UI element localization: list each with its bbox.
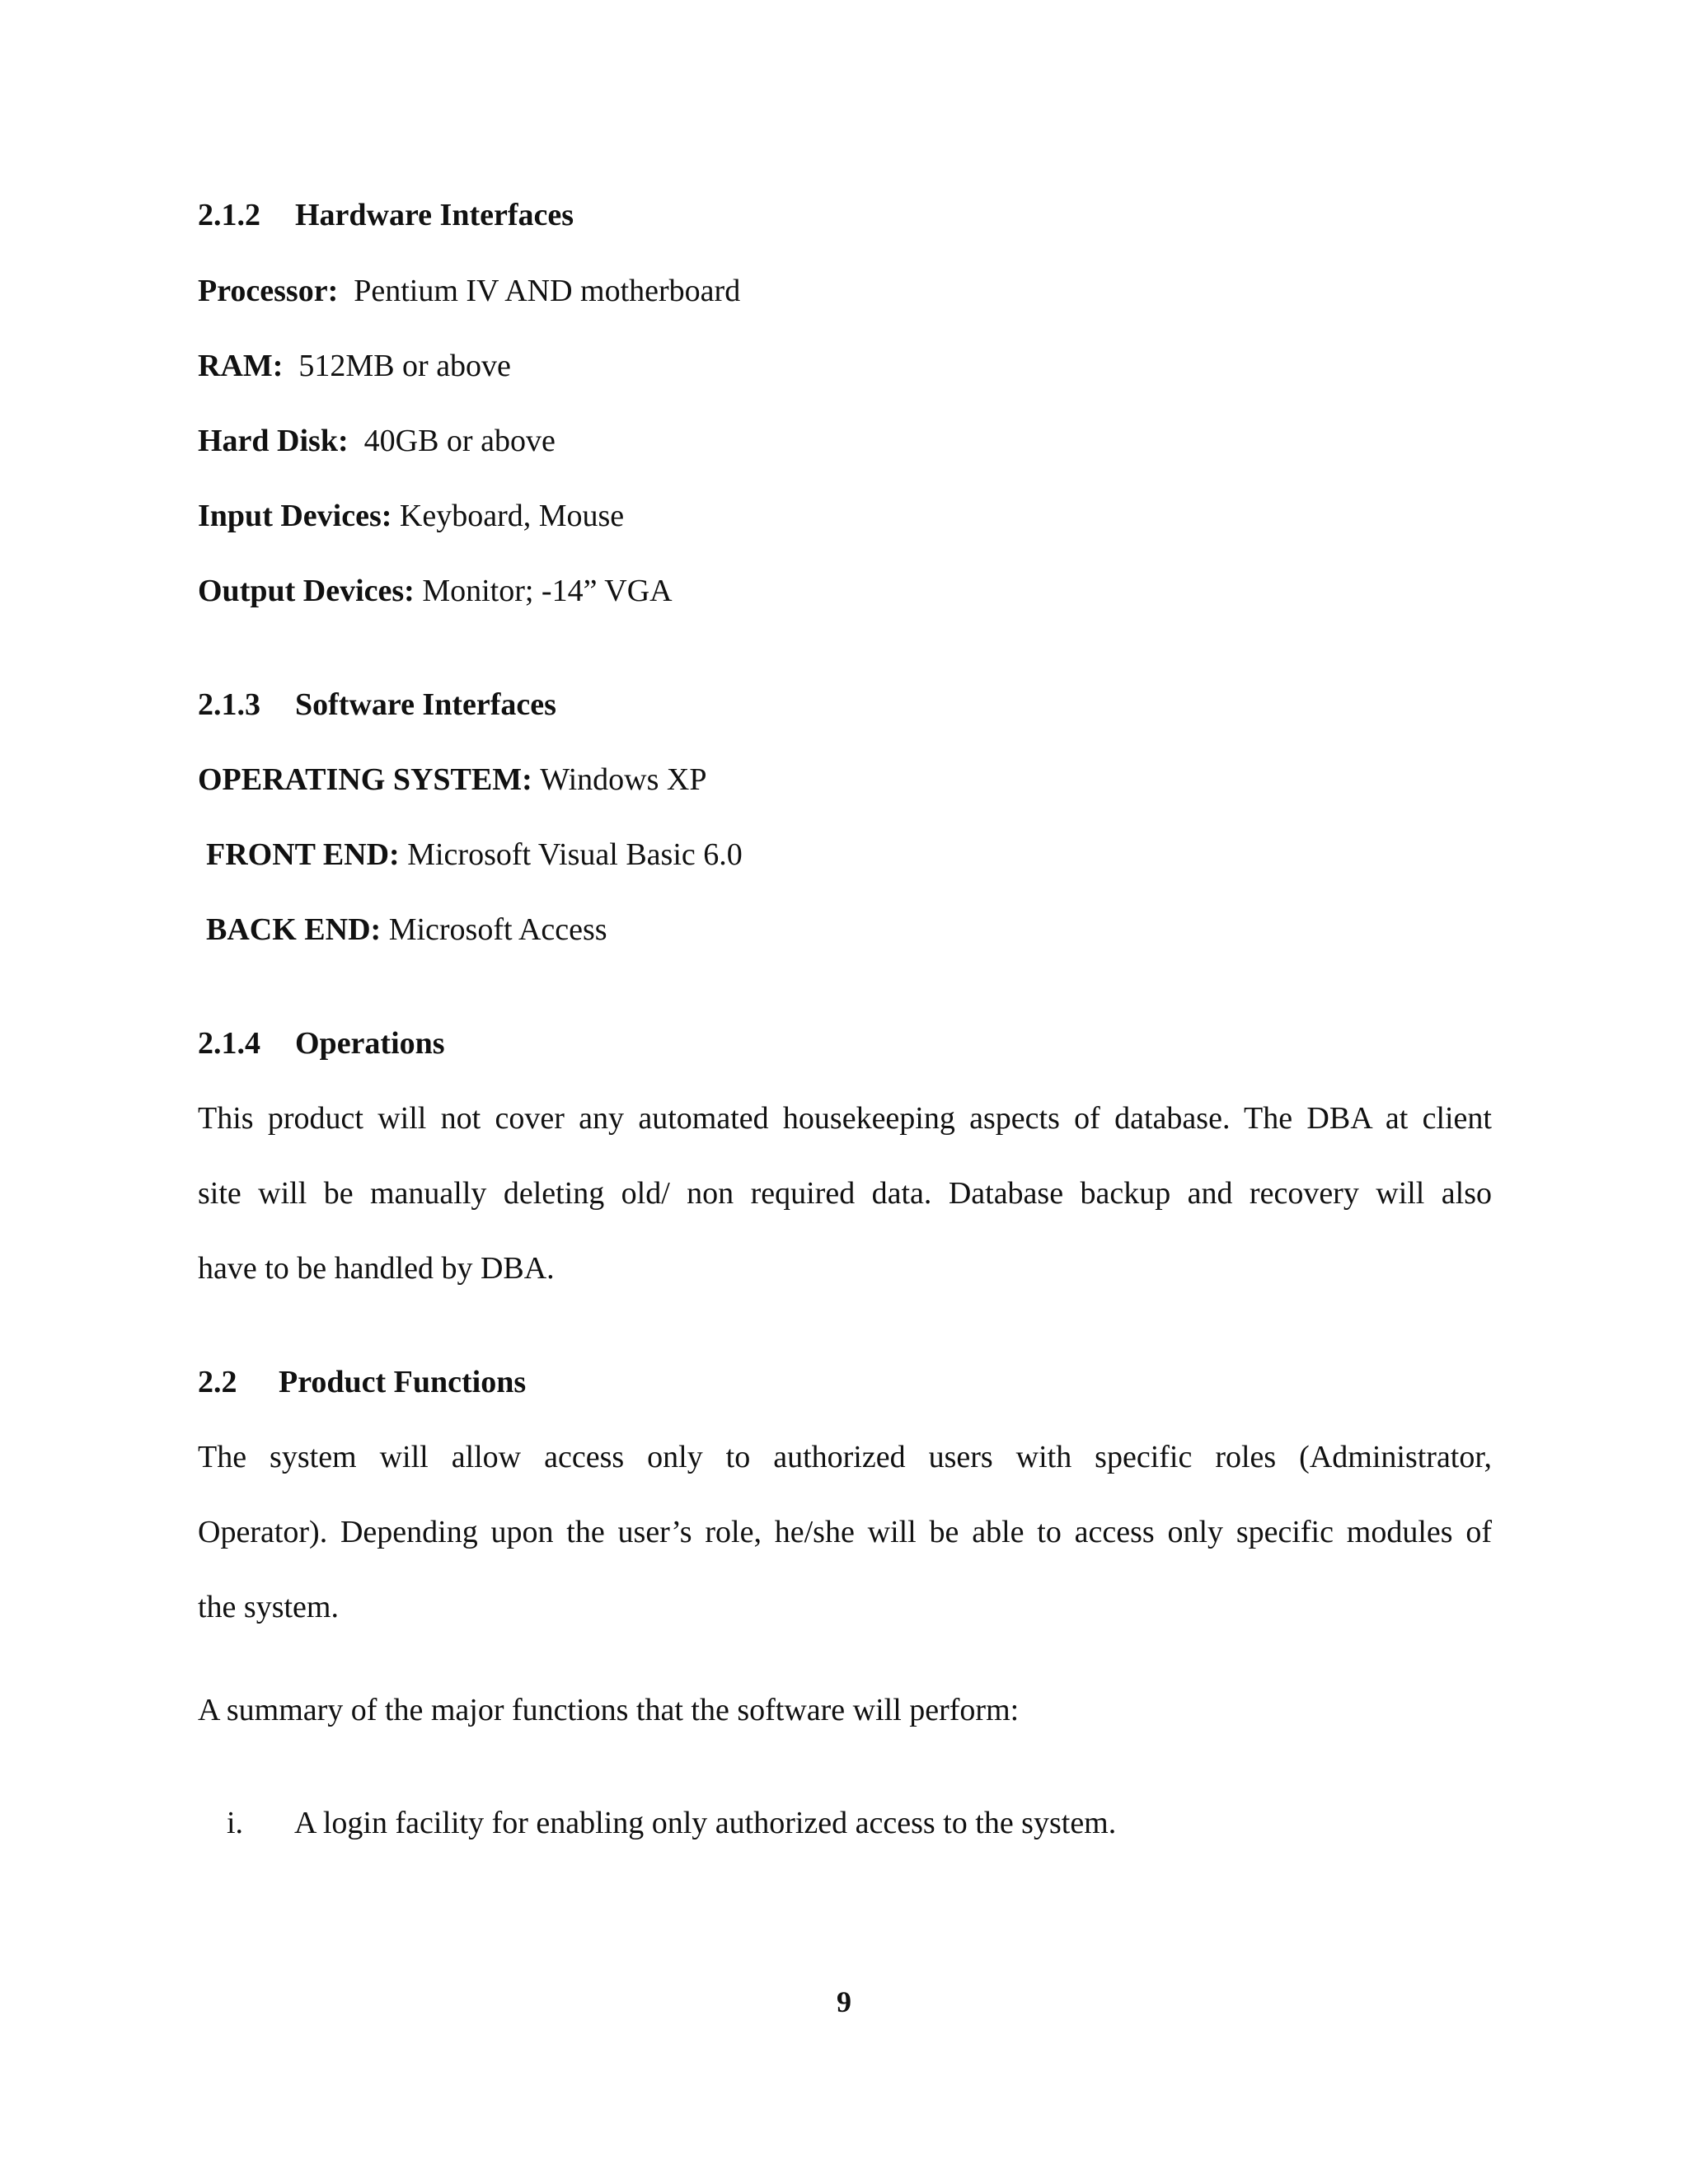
item-value: Monitor; -14” VGA xyxy=(422,574,673,608)
product-functions-paragraph-line: Operator). Depending upon the user’s role, he/she will be able to access only specific modules of xyxy=(198,1515,1492,1549)
item-key: Processor: xyxy=(198,274,339,308)
hardware-item-hard-disk xyxy=(198,422,556,460)
section-heading-software xyxy=(198,686,556,724)
product-functions-paragraph-line: The system will allow access only to authorized users with specific roles (Administrator, xyxy=(198,1440,1492,1474)
section-heading-hardware xyxy=(198,196,574,234)
item-value: Windows XP xyxy=(540,762,707,797)
hardware-item-input-devices xyxy=(198,497,624,535)
operations-paragraph-line: have to be handled by DBA. xyxy=(198,1251,555,1286)
software-item-back-end xyxy=(206,911,607,949)
page-number: 9 xyxy=(837,1985,851,2018)
item-value: Microsoft Visual Basic 6.0 xyxy=(407,837,743,872)
item-key: Input Devices: xyxy=(198,499,392,533)
item-key: OPERATING SYSTEM: xyxy=(198,762,532,797)
list-marker: i. xyxy=(227,1806,244,1840)
item-value: Pentium IV AND motherboard xyxy=(354,274,741,308)
section-number: 2.1.3 xyxy=(198,687,260,722)
hardware-item-processor xyxy=(198,272,740,310)
item-key: Hard Disk: xyxy=(198,424,349,458)
hardware-item-output-devices xyxy=(198,572,673,610)
item-key: FRONT END: xyxy=(206,837,400,872)
software-item-operating-system xyxy=(198,761,706,799)
item-value: 512MB or above xyxy=(298,349,511,383)
item-value: Microsoft Access xyxy=(388,912,607,947)
list-item xyxy=(227,1804,1116,1842)
software-item-front-end xyxy=(206,836,743,874)
section-title: Hardware Interfaces xyxy=(295,198,574,232)
section-number: 2.2 xyxy=(198,1365,237,1399)
section-title: Operations xyxy=(295,1026,445,1061)
item-value: 40GB or above xyxy=(363,424,556,458)
section-title: Product Functions xyxy=(279,1365,527,1399)
item-key: BACK END: xyxy=(206,912,382,947)
section-title: Software Interfaces xyxy=(295,687,556,722)
operations-paragraph-line: This product will not cover any automated housekeeping aspects of database. The DBA at client xyxy=(198,1101,1492,1136)
list-item-text: A login facility for enabling only authorized access to the system. xyxy=(294,1806,1117,1840)
item-key: RAM: xyxy=(198,349,284,383)
section-number: 2.1.4 xyxy=(198,1026,260,1061)
item-key: Output Devices: xyxy=(198,574,415,608)
section-number: 2.1.2 xyxy=(198,198,260,232)
section-heading-product-functions xyxy=(198,1363,526,1401)
item-value: Keyboard, Mouse xyxy=(399,499,625,533)
product-functions-paragraph-line: the system. xyxy=(198,1590,339,1624)
hardware-item-ram xyxy=(198,347,511,385)
summary-text: A summary of the major functions that the software will perform: xyxy=(198,1693,1020,1727)
section-heading-operations xyxy=(198,1024,445,1062)
operations-paragraph-line: site will be manually deleting old/ non required data. Database backup and recovery will also xyxy=(198,1176,1492,1211)
